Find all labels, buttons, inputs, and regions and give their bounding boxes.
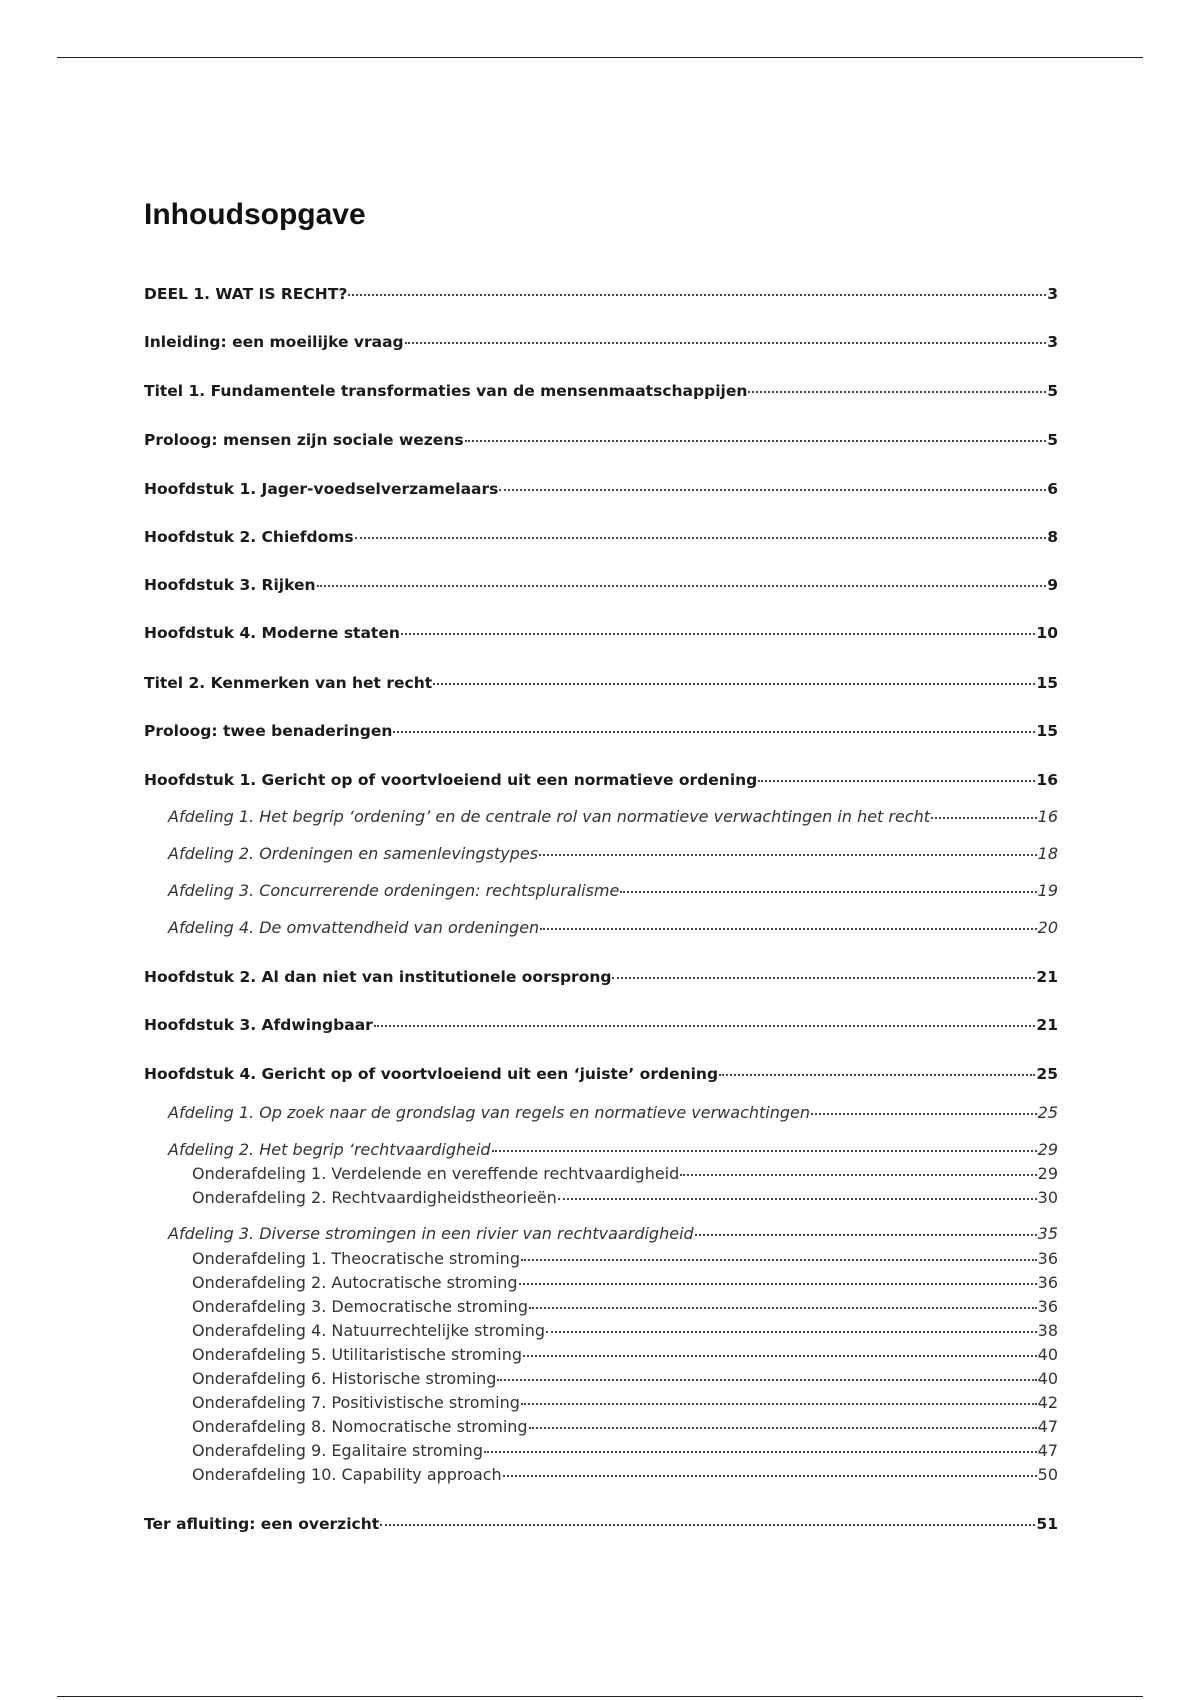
toc-entry-label: Onderafdeling 3. Democratische stroming <box>192 1297 528 1316</box>
toc-entry[interactable] <box>192 1465 1058 1484</box>
toc-entry-page: 20 <box>1037 918 1058 937</box>
toc-entry[interactable] <box>168 1140 1058 1159</box>
toc-entry-page: 25 <box>1036 1065 1058 1083</box>
toc-entry-label: Onderafdeling 2. Autocratische stroming <box>192 1273 518 1292</box>
toc-entry-page: 40 <box>1037 1369 1058 1388</box>
toc-entry-label: Onderafdeling 1. Theocratische stroming <box>192 1249 520 1268</box>
toc-entry-label: Afdeling 3. Concurrerende ordeningen: rechtspluralisme <box>168 881 620 900</box>
toc-dot-leader <box>620 891 1036 893</box>
toc-entry[interactable] <box>144 528 1058 546</box>
toc-dot-leader <box>393 731 1035 733</box>
toc-entry-label: Afdeling 1. Op zoek naar de grondslag van regels en normatieve verwachtingen <box>168 1103 811 1122</box>
toc-entry-label: Ter afluiting: een overzicht <box>144 1515 380 1533</box>
toc-list <box>144 235 1058 1535</box>
toc-dot-leader <box>719 1074 1035 1076</box>
toc-entry[interactable] <box>168 1103 1058 1122</box>
toc-entry-page: 15 <box>1036 722 1058 740</box>
toc-heading: Inhoudsopgave <box>144 198 366 231</box>
toc-entry-label: Afdeling 3. Diverse stromingen in een rivier van rechtvaardigheid <box>168 1224 694 1243</box>
toc-entry-label: Onderafdeling 6. Historische stroming <box>192 1369 497 1388</box>
toc-entry[interactable] <box>168 844 1058 863</box>
toc-entry-page: 47 <box>1037 1417 1058 1436</box>
toc-entry-label: Hoofdstuk 1. Gericht op of voortvloeiend uit een normatieve ordening <box>144 771 758 789</box>
toc-dot-leader <box>540 928 1036 930</box>
toc-dot-leader <box>519 1283 1037 1285</box>
toc-entry-label: Titel 2. Kenmerken van het recht <box>144 674 433 692</box>
toc-entry-page: 29 <box>1037 1164 1058 1183</box>
toc-entry-page: 5 <box>1047 382 1058 400</box>
toc-entry-label: Proloog: twee benaderingen <box>144 722 393 740</box>
toc-entry-page: 51 <box>1036 1515 1058 1533</box>
toc-entry-label: Afdeling 1. Het begrip ‘ordening’ en de centrale rol van normatieve verwachtingen in het recht <box>168 807 931 826</box>
toc-entry-page: 9 <box>1047 576 1058 594</box>
toc-entry-label: Onderafdeling 1. Verdelende en vereffende rechtvaardigheid <box>192 1164 680 1183</box>
toc-entry-page: 5 <box>1047 431 1058 449</box>
toc-dot-leader <box>811 1113 1037 1115</box>
toc-entry-page: 6 <box>1047 480 1058 498</box>
toc-entry-page: 16 <box>1036 771 1058 789</box>
table-of-contents <box>144 195 1058 1535</box>
toc-entry-page: 18 <box>1037 844 1058 863</box>
toc-entry[interactable] <box>144 382 1058 400</box>
toc-entry-page: 21 <box>1036 1016 1058 1034</box>
toc-entry-page: 30 <box>1037 1188 1058 1207</box>
toc-entry[interactable] <box>192 1345 1058 1364</box>
toc-entry[interactable] <box>144 674 1058 692</box>
toc-entry-label: Titel 1. Fundamentele transformaties van de mensenmaatschappijen <box>144 382 748 400</box>
toc-dot-leader <box>529 1307 1037 1309</box>
toc-entry-label: Afdeling 2. Ordeningen en samenlevingstypes <box>168 844 539 863</box>
toc-entry-page: 19 <box>1037 881 1058 900</box>
toc-entry-page: 40 <box>1037 1345 1058 1364</box>
toc-entry[interactable] <box>168 1224 1058 1243</box>
toc-entry[interactable] <box>144 624 1058 642</box>
toc-dot-leader <box>680 1174 1036 1176</box>
toc-entry-label: Hoofdstuk 3. Afdwingbaar <box>144 1016 373 1034</box>
toc-entry-label: Onderafdeling 8. Nomocratische stroming <box>192 1417 528 1436</box>
toc-entry[interactable] <box>192 1393 1058 1412</box>
toc-entry-label: Onderafdeling 4. Natuurrechtelijke stroming <box>192 1321 546 1340</box>
toc-entry-page: 8 <box>1047 528 1058 546</box>
toc-entry[interactable] <box>192 1188 1058 1207</box>
toc-dot-leader <box>433 683 1035 685</box>
toc-entry[interactable] <box>192 1417 1058 1436</box>
toc-dot-leader <box>529 1427 1037 1429</box>
toc-entry[interactable] <box>168 881 1058 900</box>
toc-entry[interactable] <box>144 968 1058 986</box>
toc-entry[interactable] <box>144 1016 1058 1034</box>
toc-entry-page: 15 <box>1036 674 1058 692</box>
toc-entry-page: 21 <box>1036 968 1058 986</box>
toc-entry[interactable] <box>144 576 1058 594</box>
toc-dot-leader <box>539 854 1037 856</box>
toc-dot-leader <box>612 977 1035 979</box>
toc-entry-page: 3 <box>1047 285 1058 303</box>
toc-entry[interactable] <box>192 1164 1058 1183</box>
page-bottom-rule <box>57 1696 1143 1697</box>
toc-entry-label: Hoofdstuk 4. Moderne staten <box>144 624 400 642</box>
toc-dot-leader <box>521 1259 1037 1261</box>
toc-dot-leader <box>380 1524 1035 1526</box>
toc-entry-label: Afdeling 4. De omvattendheid van ordeningen <box>168 918 540 937</box>
toc-entry-label: Proloog: mensen zijn sociale wezens <box>144 431 464 449</box>
toc-entry-page: 29 <box>1037 1140 1058 1159</box>
toc-dot-leader <box>695 1234 1037 1236</box>
toc-entry[interactable] <box>144 480 1058 498</box>
toc-dot-leader <box>465 440 1047 442</box>
toc-entry-page: 42 <box>1037 1393 1058 1412</box>
toc-entry-page: 36 <box>1037 1249 1058 1268</box>
toc-entry-page: 36 <box>1037 1273 1058 1292</box>
toc-entry-page: 50 <box>1037 1465 1058 1484</box>
toc-entry[interactable] <box>144 431 1058 449</box>
toc-entry-label: Hoofdstuk 2. Al dan niet van institutionele oorsprong <box>144 968 612 986</box>
toc-entry-label: Onderafdeling 9. Egalitaire stroming <box>192 1441 483 1460</box>
toc-entry-label: Hoofdstuk 4. Gericht op of voortvloeiend uit een ‘juiste’ ordening <box>144 1065 719 1083</box>
toc-entry-page: 47 <box>1037 1441 1058 1460</box>
toc-entry-label: Onderafdeling 7. Positivistische stroming <box>192 1393 520 1412</box>
toc-entry-label: Onderafdeling 5. Utilitaristische stroming <box>192 1345 523 1364</box>
toc-entry-page: 10 <box>1036 624 1058 642</box>
toc-entry-page: 38 <box>1037 1321 1058 1340</box>
toc-dot-leader <box>374 1025 1036 1027</box>
toc-entry[interactable] <box>192 1321 1058 1340</box>
toc-dot-leader <box>523 1355 1037 1357</box>
toc-entry-label: Afdeling 2. Het begrip ‘rechtvaardigheid <box>168 1140 491 1159</box>
toc-entry-page: 35 <box>1037 1224 1058 1243</box>
toc-entry-label: Hoofdstuk 3. Rijken <box>144 576 316 594</box>
toc-entry[interactable] <box>192 1369 1058 1388</box>
toc-dot-leader <box>355 537 1047 539</box>
toc-entry-page: 3 <box>1047 333 1058 351</box>
toc-entry[interactable] <box>144 333 1058 351</box>
toc-entry-label: Inleiding: een moeilijke vraag <box>144 333 404 351</box>
toc-dot-leader <box>546 1331 1037 1333</box>
toc-entry-label: Hoofdstuk 2. Chiefdoms <box>144 528 354 546</box>
toc-dot-leader <box>497 1379 1036 1381</box>
toc-entry-label: Onderafdeling 2. Rechtvaardigheidstheorieën <box>192 1188 557 1207</box>
toc-entry-page: 16 <box>1037 807 1058 826</box>
toc-entry[interactable] <box>192 1441 1058 1460</box>
toc-dot-leader <box>558 1198 1037 1200</box>
toc-dot-leader <box>348 294 1046 296</box>
toc-entry-label: DEEL 1. WAT IS RECHT? <box>144 285 348 303</box>
toc-dot-leader <box>499 489 1046 491</box>
toc-dot-leader <box>758 780 1035 782</box>
toc-entry[interactable] <box>168 918 1058 937</box>
toc-entry[interactable] <box>192 1249 1058 1268</box>
toc-entry[interactable] <box>144 1065 1058 1083</box>
toc-entry[interactable] <box>192 1297 1058 1316</box>
toc-dot-leader <box>317 585 1047 587</box>
toc-dot-leader <box>401 633 1036 635</box>
toc-dot-leader <box>405 342 1047 344</box>
toc-dot-leader <box>492 1150 1037 1152</box>
toc-entry-page: 36 <box>1037 1297 1058 1316</box>
page-top-rule <box>57 57 1143 58</box>
toc-entry-label: Onderafdeling 10. Capability approach <box>192 1465 502 1484</box>
toc-entry[interactable] <box>144 722 1058 740</box>
toc-entry[interactable] <box>144 1515 1058 1533</box>
toc-entry[interactable] <box>144 285 1058 303</box>
toc-dot-leader <box>748 391 1046 393</box>
toc-dot-leader <box>521 1403 1037 1405</box>
toc-dot-leader <box>503 1475 1037 1477</box>
toc-entry-page: 25 <box>1037 1103 1058 1122</box>
toc-entry[interactable] <box>144 771 1058 789</box>
toc-dot-leader <box>931 817 1037 819</box>
toc-entry[interactable] <box>192 1273 1058 1292</box>
toc-entry[interactable] <box>168 807 1058 826</box>
toc-dot-leader <box>484 1451 1037 1453</box>
toc-entry-label: Hoofdstuk 1. Jager-voedselverzamelaars <box>144 480 499 498</box>
